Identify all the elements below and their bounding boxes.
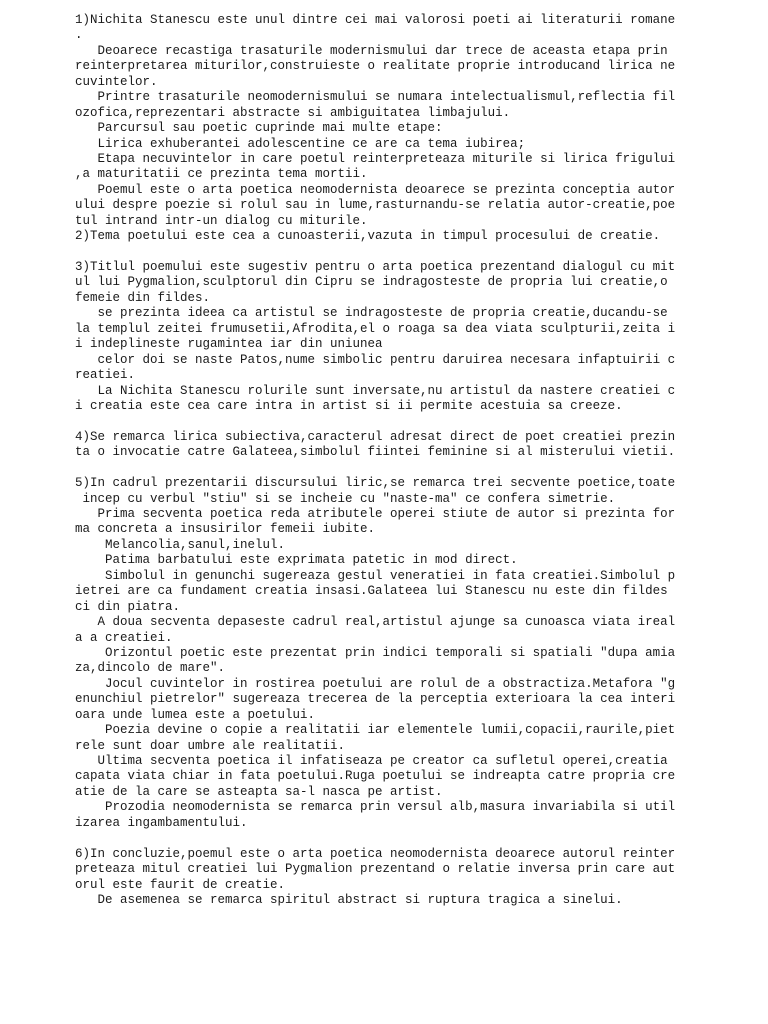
text-line: izarea ingambamentului.: [75, 815, 248, 830]
text-line: cuvintelor.: [75, 74, 158, 89]
text-line: [75, 831, 675, 846]
text-line: i creatia este cea care intra in artist si ii permite acestuia sa creeze.: [75, 398, 623, 413]
text-line: atie de la care se asteapta sa-l nasca pe artist.: [75, 784, 443, 799]
text-line: 1)Nichita Stanescu este unul dintre cei mai valorosi poeti ai literaturii romane: [75, 13, 676, 27]
text-line: rele sunt doar umbre ale realitatii.: [75, 738, 346, 753]
text-line: Prima secventa poetica reda atributele operei stiute de autor si prezinta for: [75, 507, 676, 521]
text-line: Prozodia neomodernista se remarca prin versul alb,masura invariabila si util: [75, 800, 676, 815]
text-line: 2)Tema poetului este cea a cunoasterii,vazuta in timpul procesului de creatie.: [75, 229, 661, 244]
text-line: la templul zeitei frumusetii,Afrodita,el o roaga sa dea viata sculpturii,zeita i: [75, 321, 676, 336]
text-line: Jocul cuvintelor in rostirea poetului are rolul de a obstractiza.Metafora "g: [75, 676, 676, 691]
text-line: preteaza mitul creatiei lui Pygmalion prezentand o relatie inversa prin care aut: [75, 862, 676, 877]
text-line: tul intrand intr-un dialog cu miturile.: [75, 213, 368, 228]
text-line: ma concreta a insusirilor femeii iubite.: [75, 522, 376, 537]
text-line: Simbolul in genunchi sugereaza gestul veneratiei in fata creatiei.Simbolul p: [75, 568, 676, 583]
text-line: [75, 414, 675, 429]
text-line: orul este faurit de creatie.: [75, 877, 286, 892]
text-line: capata viata chiar in fata poetului.Ruga poetului se indreapta catre propria cre: [75, 769, 676, 784]
text-line: Etapa necuvintelor in care poetul reinterpreteaza miturile si lirica frigului: [75, 151, 676, 166]
text-line: se prezinta ideea ca artistul se indragosteste de propria creatie,ducandu-se: [75, 306, 668, 321]
text-line: a a creatiei.: [75, 630, 173, 645]
text-line: za,dincolo de mare".: [75, 661, 226, 676]
text-line: Poemul este o arta poetica neomodernista deoarece se prezinta conceptia autor: [75, 182, 676, 197]
text-line: ul lui Pygmalion,sculptorul din Cipru se indragosteste de propria lui creatie,o: [75, 275, 668, 290]
text-line: La Nichita Stanescu rolurile sunt inversate,nu artistul da nastere creatiei c: [75, 383, 676, 398]
text-line: Deoarece recastiga trasaturile modernismului dar trece de aceasta etapa prin: [75, 43, 668, 58]
text-line: Parcursul sau poetic cuprinde mai multe etape:: [75, 121, 443, 136]
text-line: .: [75, 28, 83, 43]
text-line: Poezia devine o copie a realitatii iar elementele lumii,copacii,raurile,piet: [75, 723, 676, 738]
text-line: ietrei are ca fundament creatia insasi.Galateea lui Stanescu nu este din fildes: [75, 584, 668, 599]
text-line: ,a maturitatii ce prezinta tema mortii.: [75, 167, 368, 182]
text-line: Melancolia,sanul,inelul.: [75, 537, 286, 552]
text-line: 6)In concluzie,poemul este o arta poetica neomodernista deoarece autorul reinter: [75, 846, 676, 861]
text-line: enunchiul pietrelor" sugereaza trecerea de la perceptia exterioara la cea interi: [75, 692, 676, 707]
text-line: [75, 461, 675, 476]
text-line: celor doi se naste Patos,nume simbolic pentru daruirea necesara infaptuirii c: [75, 352, 676, 367]
text-line: 5)In cadrul prezentarii discursului liric,se remarca trei secvente poetice,toate: [75, 476, 676, 491]
text-line: reinterpretarea miturilor,construieste o realitate proprie introducand lirica ne: [75, 59, 676, 74]
text-line: 3)Titlul poemului este sugestiv pentru o arta poetica prezentand dialogul cu mit: [75, 260, 676, 274]
essay-text: [75, 13, 675, 908]
text-line: Patima barbatului este exprimata patetic in mod direct.: [75, 553, 518, 568]
text-line: i indeplineste rugamintea iar din uniunea: [75, 337, 383, 352]
text-line: [75, 245, 675, 260]
text-line: ci din piatra.: [75, 599, 181, 614]
text-line: ozofica,reprezentari abstracte si ambiguitatea limbajului.: [75, 105, 511, 120]
text-line: incep cu verbul "stiu" si se incheie cu "naste-ma" ce confera simetrie.: [75, 491, 616, 506]
text-line: femeie din fildes.: [75, 290, 211, 305]
text-line: ta o invocatie catre Galateea,simbolul fiintei feminine si al misterului vietii.: [75, 445, 676, 460]
text-line: De asemenea se remarca spiritul abstract si ruptura tragica a sinelui.: [75, 892, 623, 907]
text-line: reatiei.: [75, 368, 136, 383]
text-line: 4)Se remarca lirica subiectiva,caracterul adresat direct de poet creatiei prezin: [75, 429, 676, 444]
text-line: ului despre poezie si rolul sau in lume,rasturnandu-se relatia autor-creatie,poe: [75, 198, 676, 213]
text-line: Printre trasaturile neomodernismului se numara intelectualismul,reflectia fil: [75, 90, 676, 105]
text-line: oara unde lumea este a poetului.: [75, 707, 316, 722]
text-line: A doua secventa depaseste cadrul real,artistul ajunge sa cunoasca viata ireal: [75, 615, 676, 630]
text-line: Lirica exhuberantei adolescentine ce are ca tema iubirea;: [75, 136, 526, 151]
text-line: Ultima secventa poetica il infatiseaza pe creator ca sufletul operei,creatia: [75, 754, 668, 768]
text-line: Orizontul poetic este prezentat prin indici temporali si spatiali "dupa amia: [75, 645, 676, 660]
